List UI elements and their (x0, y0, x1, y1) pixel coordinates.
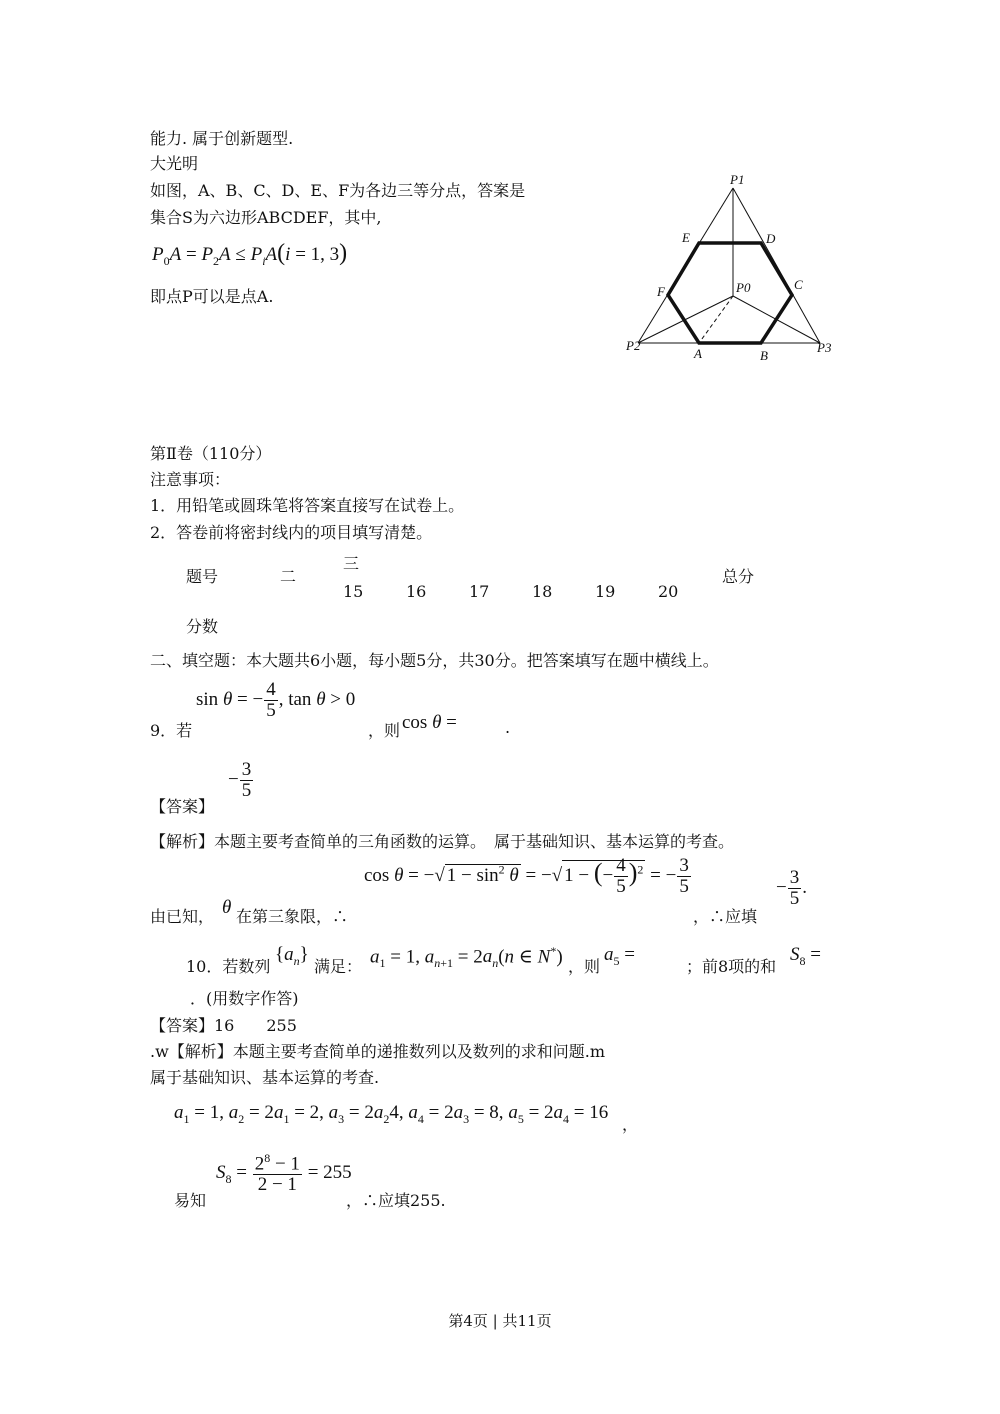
table-header-tihao: 题号 (186, 567, 219, 586)
text-line: 大光明 (150, 154, 199, 173)
q10-prefix: 10．若数列 (186, 957, 271, 976)
label-c: C (794, 277, 803, 292)
text-line: 能力. 属于创新题型. (150, 129, 294, 148)
label-p3: P3 (817, 340, 832, 355)
note-item: 2．答卷前将密封线内的项目填写清楚。 (150, 523, 433, 542)
table-col: 15 (343, 582, 364, 601)
q10-a5: $a_5$ = (604, 944, 635, 968)
q10-s8: $S_8$ = (790, 944, 821, 968)
formula-inequality: $P_0A = P_2A \le P_iA(i = 1$, 3) (152, 240, 348, 268)
label-p1: P1 (730, 172, 745, 187)
table-header-er: 二 (280, 567, 297, 586)
q9-derivation: cos θ = −√ $1 - \sin^2 \theta$ = −√ 1 − (− $\frac{4}{5}$ )$^2$ = − $\frac{3}{5}$ (364, 855, 689, 897)
table-header-total: 总分 (722, 567, 755, 586)
label-b: B (760, 348, 768, 363)
q10-terms: $a_1 = 1$, $a_2 = 2a_1 = 2$, $a_3 = 2a_24$, $a_4 = 2a_3 = 8$, $a_5 = 2a_4 = 16$ (174, 1102, 609, 1126)
section-title: 第Ⅱ卷（110分） (150, 444, 272, 463)
q9-fill: ，∴应填 (693, 907, 758, 926)
q9-condition: sin θ = − $\frac{4}{5}$ , tan θ > 0 (196, 679, 356, 721)
q9-quadrant: 在第三象限，∴ (236, 907, 349, 926)
table-col: 16 (406, 582, 427, 601)
section-intro: 二、填空题：本大题共6小题，每小题5分，共30分。把答案填写在题中横线上。 (150, 651, 719, 670)
table-col: 17 (469, 582, 490, 601)
text-line: 集合S为六边形ABCDEF，其中, (150, 208, 382, 227)
q9-prefix: 9．若 (150, 721, 193, 740)
hexagon-triangle-figure (620, 168, 840, 373)
q10-recurrence: $a_1 = 1$, $a_{n+1} = 2a_n(n$ ∈ N*) (370, 944, 563, 971)
q9-ask: cos θ = (402, 712, 457, 733)
q9-answer: − $\frac{3}{5}$ (228, 759, 252, 801)
q10-analysis: .w【解析】本题主要考查简单的递推数列以及数列的求和问题.m (150, 1042, 606, 1061)
table-col: 19 (595, 582, 616, 601)
label-d: D (766, 231, 776, 246)
q10-sequence: $\{a_n\}$ (275, 944, 309, 968)
q10-hint: ．(用数字作答) (190, 989, 299, 1008)
q9-answer-label: 【答案】 (150, 797, 215, 816)
q10-fill: ，∴应填255. (346, 1191, 446, 1210)
theta-symbol: θ (222, 897, 232, 918)
q9-known: 由已知， (150, 907, 215, 926)
q9-mid: ，则 (368, 721, 401, 740)
q10-yizhi: 易知 (174, 1191, 207, 1210)
text-line: 如图，A、B、C、D、E、F为各边三等分点，答案是 (150, 181, 526, 200)
q10-comma: ， (622, 1115, 639, 1134)
q10-sum-text: ；前8项的和 (686, 957, 777, 976)
q9-fill-value: − $\frac{3}{5}$ . (776, 867, 807, 909)
text-line: 即点P可以是点A. (150, 287, 274, 306)
q9-end: . (505, 718, 511, 737)
q10-sum-formula: $S_8$ = $\frac{2^8 - 1}{2 - 1}$ = 255 (216, 1151, 352, 1196)
label-p0: P0 (736, 280, 751, 295)
table-header-san: 三 (343, 554, 360, 573)
label-a: A (694, 346, 702, 361)
q9-analysis: 【解析】本题主要考查简单的三角函数的运算。 属于基础知识、基本运算的考查。 (150, 832, 735, 851)
label-f: F (657, 284, 665, 299)
q10-then: ，则 (568, 957, 601, 976)
label-p2: P2 (626, 338, 641, 353)
label-e: E (682, 230, 690, 245)
q10-analysis2: 属于基础知识、基本运算的考查. (150, 1068, 380, 1087)
q10-satisfy: 满足： (314, 957, 363, 976)
table-col: 20 (658, 582, 679, 601)
page-footer: 第4页 | 共11页 (448, 1312, 552, 1330)
note-item: 1．用铅笔或圆珠笔将答案直接写在试卷上。 (150, 496, 465, 515)
q10-answer: 【答案】16 255 (150, 1016, 297, 1035)
table-row-fenshu: 分数 (186, 617, 219, 636)
notes-title: 注意事项： (150, 470, 231, 489)
table-col: 18 (532, 582, 553, 601)
